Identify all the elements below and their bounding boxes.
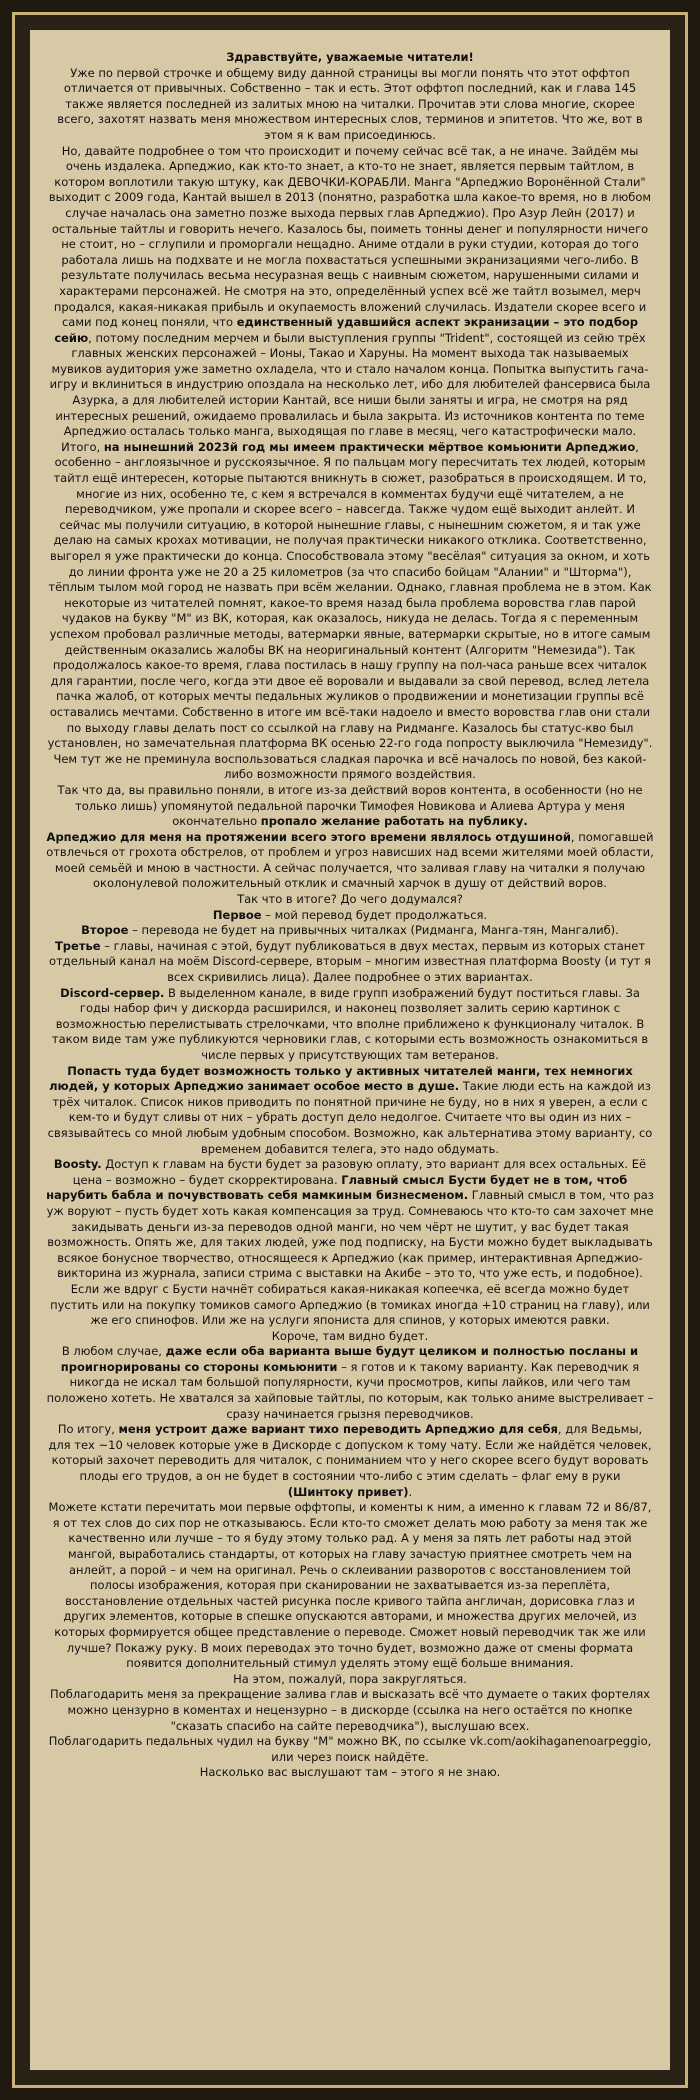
body-text: – я готов и к такому варианту. Как переводчик я никогда не искал там большой популярности, кучи просмотров, кипы лайков, или чего там положено хотеть. Не хватался за хайповые тайтлы, по которым, как только аниме выстреливает – сразу начинается грызня переводчиков. [46,1359,654,1421]
body-text: Так что в итоге? До чего додумался? [237,892,463,907]
body-text: Поблагодарить педальных чудил на букву "М" можно ВК, по ссылке vk.com/aokihaganenoarpeggio, или через поиск найдёте. [48,1734,652,1764]
paragraph [46,440,654,783]
document-sheet [30,30,670,2070]
paragraph [46,1329,654,1345]
paragraph [46,939,654,986]
emphasis-text: даже если оба варианта выше будут целиком и полностью посланы и проигнорированы со стороны комьюнити [60,1344,639,1374]
document-text [46,50,654,1781]
emphasis-text: (Шинтоку привет) [287,1484,409,1499]
emphasis-text: Discord-сервер. [60,985,165,1000]
paragraph [46,1687,654,1734]
greeting-heading [46,50,654,66]
body-text: – перевода не будет на привычных читалках (Ридманга, Манга-тян, Мангалиб). [128,923,619,938]
paragraph [46,1500,654,1672]
paragraph [46,830,654,892]
paragraph [46,1422,654,1500]
paragraph [46,923,654,939]
body-text: Насколько вас выслушают там – этого я не знаю. [199,1765,501,1780]
body-text: Можете кстати перечитать мои первые оффтопы, и коменты к ним, а именно к главам 72 и 86/87, я от тех слов до сих пор не отказываюсь. Если кто-то сможет делать мою работу за меня так же качественно или лучше – то я буду этому только рад. А у меня за пять лет работы над этой мангой, выработались стандарты, от которых на главу зачастую приятнее смотреть чем на анлейт, а порой – и чем на оригинал. Речь о склеивании разворотов с восстановлением той полосы изображения, которая при сканировании не захватывается из-за переплёта, восстановление отдельных частей рисунка после кривого тайпа англичан, дорисовка глаз и других элементов, которые в спешке опускаются авторами, и множества других мелочей, из которых формируется общее представление о переводе. Сможет новый переводчик так же или лучше? Покажу руку. В моих переводах это точно будет, возможно даже от смены формата появится дополнительный стимул уделять этому ещё больше внимания. [48,1500,652,1671]
body-text: По итогу, [57,1422,119,1437]
emphasis-text: Главный смысл Бусти будет не в том, чтоб нарубить бабла и почувствовать себя мамкиным бизнесменом. [46,1172,628,1203]
emphasis-text: Здравствуйте, уважаемые читатели! [226,50,474,64]
body-text: . [408,1484,413,1499]
paragraph [46,1765,654,1781]
paragraph [46,66,654,144]
body-text: Поблагодарить меня за прекращение залива глав и высказать всё что думаете о таких фортелях можно цензурно в коментах и нецензурно – в дискорде (ссылка на него остаётся по кнопке "сказать спасибо на сайте переводчика"), выслушаю всех. [50,1687,650,1733]
emphasis-text: Арпеджио для меня на протяжении всего этого времени являлось отдушиной [46,829,571,844]
body-text: Но, давайте подробнее о том что происходит и почему сейчас всё так, а не иначе. Зайдём мы очень издалека. Арпеджио, как кто-то знает, а кто-то не знает, является первым тайтлом, в котором воплотили такую штуку, как ДЕВОЧКИ-КОРАБЛИ. Манга "Арпеджио Воронённой Стали" выходит с 2009 года, Кантай вышел в 2013 (понятно, разработка шла какое-то время, но в любом случае началась она заметно позже выхода первых глав Арпеджио). Про Азур Лейн (2017) и остальные тайтлы и говорить нечего. Казалось бы, поиметь тонны денег и популярности ничего не стоит, но – сглупили и проморгали нещадно. Аниме отдали в руки студии, которая до того работала лишь на подхвате и не могла похвастаться успешными экранизациями чего-либо. В результате получилась весьма несуразная вещь с наивным сюжетом, нарушенными силами и характерами персонажей. Не смотря на это, определённый успех всё же тайтл возымел, мерч продался, какая-никакая прибыль и окупаемость вложений случилась. Издатели скорее всего и сами под конец поняли, что [48,143,652,330]
body-text: Такие люди есть на каждой из трёх читалок. Список ников приводить по понятной причине не буду, но в них я уверен, а если с кем-то и будут сливы от них – убрать доступ дело недолгое. Считаете что вы один из них – связывайтесь со мной любым удобным способом. Возможно, как альтернатива этому варианту, со временем добавится телега, это надо обдумать. [47,1079,653,1156]
paragraph [46,1157,654,1329]
emphasis-text: Boosty. [53,1157,102,1172]
emphasis-text: единственный удавшийся аспект экранизации – это подбор сейю [54,315,638,345]
body-text: , для Ведьмы, для тех ~10 человек которые уже в Дискорде с допуском к тому чату. Если же найдётся человек, который захочет переводить для читалок, с пониманием что у него скорее всего будут воровать плоды его трудов, а он не будет в состоянии что-либо с этим сделать – флаг ему в руки [48,1422,652,1484]
emphasis-text: Второе [81,923,129,938]
paragraph [46,1672,654,1688]
emphasis-text: пропало желание работать на публику. [260,814,528,829]
paragraph [46,1064,654,1158]
body-text: , потому последним мерчем и были выступления группы "Trident", состоящей из сейю трёх главных женских персонажей – Ионы, Такао и Харуны. На момент выхода так называемых мувиков аудитория уже заметно охладела, что и стало началом конца. Попытка выпустить гача-игру и вклиниться в индустрию опоздала на несколько лет, ибо для любителей фансервиса была Азурка, а для любителей истории Кантай, все ниши были заняты и игра, не смотря на ряд интересных решений, ожидаемо провалилась и была закрыта. Из источников контента по теме Арпеджио осталась только манга, выходящая по главе в месяц, чего катастрофически мало. [49,330,651,439]
body-text: – мой перевод будет продолжаться. [261,907,488,922]
body-text: Короче, там видно будет. [271,1328,429,1343]
emphasis-text: Третье [54,938,101,953]
body-text: Итого, [61,439,104,454]
paragraph [46,986,654,1064]
paragraph [46,1344,654,1422]
paragraph [46,783,654,830]
emphasis-text: на нынешний 2023й год мы имеем практически мёртвое комьюнити Арпеджио [103,439,636,454]
body-text: – главы, начиная с этой, будут публиковаться в двух местах, первым из которых станет отдельный канал на моём Discord-сервере, вторым – многим известная платформа Boosty (и тут я всех скривились лица). Далее подробнее о этих вариантах. [49,938,651,985]
emphasis-text: Первое [212,907,262,922]
body-text: Доступ к главам на бусти будет за разовую оплату, это вариант для всех остальных. Её цена – возможно – будет скорректирована. [72,1157,647,1187]
body-text: , помогавшей отвлечься от грохота обстрелов, от проблем и угроз нависших над всеми жителями моей области, моей семьёй и мною в частности. А сейчас получается, что заливая главу на читалки я получаю околонулевой положительный отклик и смачный харчок в душу от действий воров. [46,829,654,891]
body-text: В выделенном канале, в виде групп изображений будут поститься главы. За годы набор фич у дискорда расширился, и наконец позволяет залить серию картинок с возможностью перелистывать стрелочками, что вполне приближено к функционалу читалок. В таком виде там уже публикуются черновики глав, с которыми есть возможность ознакомиться в числе первых у присутствующих там ветеранов. [51,985,649,1062]
body-text: Уже по первой строчке и общему виду данной страницы вы могли понять что этот оффтоп отличается от привычных. Собственно – так и есть. Этот оффтоп последний, как и глава 145 также является последней из залитых мною на читалки. Прочитав эти слова многие, скорее всего, захотят назвать меня множеством интересных слов, терминов и эпитетов. Что же, вот в этом я к вам присоединюсь. [57,65,643,142]
paragraph [46,892,654,908]
body-text: На этом, пожалуй, пора закругляться. [233,1671,467,1686]
paragraph [46,1734,654,1765]
body-text: В любом случае, [61,1344,166,1359]
emphasis-text: меня устроит даже вариант тихо переводить Арпеджио для себя [118,1422,558,1437]
body-text: , особенно – англоязычное и русскоязычное. Я по пальцам могу пересчитать тех людей, которым тайтл ещё интересен, которые пытаются вникнуть в сюжет, разобраться в происходящем. И то, многие из них, особенно те, с кем я встречался в комментах будучи ещё читателем, а не переводчиком, уже пропали и скорее всего – навсегда. Также чудом ещё выходит анлейт. И сейчас мы получили ситуацию, в которой нынешние главы, с нынешним сюжетом, я и так уже делаю на самых крохах мотивации, не получая практически никакого отклика. Соответственно, выгорел я уже практически до конца. Способствовала этому "весёлая" ситуация за окном, и хоть до линии фронта уже не 20 а 25 километров (за что спасибо бойцам "Алании" и "Шторма"), тёплым тылом мой город не назвать при всём желании. Однако, главная проблема не в этом. Как некоторые из читателей помнят, какое-то время назад была проблема воровства глав парой чудаков на букву "М" из ВК, которая, как оказалось, никуда не делась. Тогда я с переменным успехом пробовал различные методы, ватермарки явные, ватермарки скрытые, но в итоге самым действенным оказались жалобы ВК на неоригинальный контент (Алгоритм "Немезида"). Так продолжалось какое-то время, глава постилась в нашу группу на пол-часа раньше всех читалок для гарантии, после чего, когда эти двое её воровали и выдавали за свой перевод, вслед летела пачка жалоб, от которых мечты педальных жуликов о продвижении и монетизации группы всё оставались мечтами. Собственно в итоге им всё-таки надоело и вместо воровства глав они стали по выходу главы делать пост со ссылкой на главу на Ридманге. Казалось бы статус-кво был установлен, но замечательная платформа ВК осенью 22-го года попросту выключила "Немезиду". Чем тут же не преминула воспользоваться сладкая парочка и всё началось по новой, без какой-либо возможности прямого воздействия. [47,439,653,782]
body-text: Так что да, вы правильно поняли, в итоге из-за действий воров контента, в особенности (но не только лишь) упомянутой педальной парочки Тимофея Новикова и Алиева Артура у меня окончательно [57,782,643,829]
paragraph [46,144,654,440]
body-text: Главный смысл в том, что раз уж воруют – пусть будет хоть какая компенсация за труд. Сомневаюсь что кто-то сам захочет мне закидывать деньги из-за переводов одной манги, но чем чёрт не шутит, у вас будет такая возможность. Опять же, для таких людей, уже под подписку, на Бусти можно будет выкладывать всякое бонусное творчество, относящееся к Арпеджио (как пример, интерактивная Арпеджио-викторина из журнала, записи стрима с выставки на Акибе – это то, что уже есть, и подобное). Если же вдруг с Бусти начнёт собираться какая-никакая копеечка, её всегда можно будет пустить или на покупку томиков самого Арпеджио (в томиках иногда +10 страниц на главу), или же его спинофов. Или же на услуги япониста для спинов, у которых имеются равки. [46,1188,654,1328]
paragraph [46,908,654,924]
emphasis-text: Попасть туда будет возможность только у активных читателей манги, тех немногих людей, у которых Арпеджио занимает особое место в душе. [49,1063,633,1094]
